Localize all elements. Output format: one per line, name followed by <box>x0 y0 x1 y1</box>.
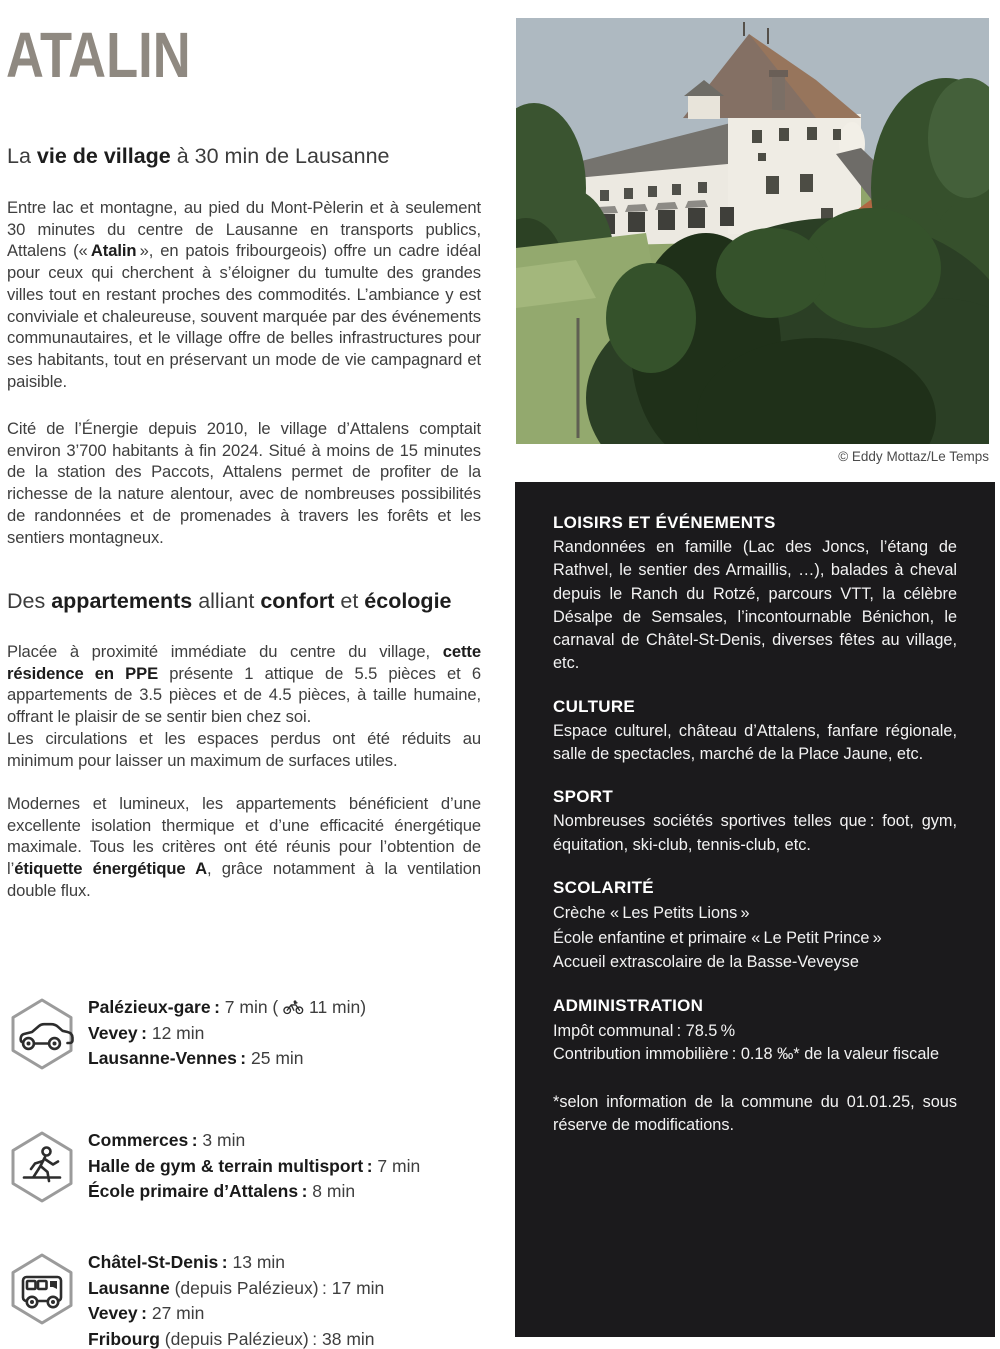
transport-line: Châtel-St-Denis : 13 min <box>88 1252 286 1272</box>
paragraph-intro: Entre lac et montagne, au pied du Mont-Pèlerin et à seulement 30 minutes du centre de Lausanne en transports publics, Attalens (« Atalin », en patois fribourgeois) offre un cadre idéal pour ceux qui cherchent à s’éloigner du tumulte des grandes villes tout en restant proches des commodités. L’ambiance y est conviviale et chaleureuse, souvent marquée par des événements communautaires, et le village offre de belles infrastructures pour ses habitants, tout en préservant un mode de vie campagnard et paisible. <box>7 198 481 391</box>
scolarite-line: Crèche « Les Petits Lions » <box>553 903 750 922</box>
transport-line: Palézieux-gare : 7 min ( 11 min) <box>88 997 367 1017</box>
scolarite-line: École enfantine et primaire « Le Petit Prince » <box>553 928 882 947</box>
bicycle-icon <box>283 997 304 1012</box>
box-section-sport <box>553 787 957 857</box>
transport-row-bus <box>10 1250 480 1349</box>
heading-apartments: Des appartements alliant confort et écologie <box>7 589 452 613</box>
transport-line: Vevey : 12 min <box>88 1022 205 1043</box>
transport-line: École primaire d’Attalens : 8 min <box>88 1181 356 1201</box>
transport-line: Lausanne (depuis Palézieux) : 17 min <box>88 1277 385 1298</box>
sport-heading: SPORT <box>553 787 614 807</box>
box-section-culture <box>553 697 957 767</box>
footnote: *selon information de la commune du 01.01.25, sous réserve de modifications. <box>553 1092 957 1134</box>
paragraph-residence: Placée à proximité immédiate du centre du village, cette résidence en PPE présente 1 attique de 5.5 pièces et 6 appartements de 3.5 pièces et de 4.5 pièces, à taille humaine, offrant le plaisir de se sentir bien chez soi. <box>7 642 481 727</box>
culture-heading: CULTURE <box>553 696 636 716</box>
transport-row-car <box>10 995 480 1072</box>
scolarite-line: Accueil extrascolaire de la Basse-Veveyse <box>553 953 859 972</box>
administration-line: Contribution immobilière : 0.18 ‰* de la valeur fiscale <box>553 1045 940 1064</box>
paragraph-cite-energie: Cité de l’Énergie depuis 2010, le village d’Attalens comptait environ 3’700 habitants à fin 2024. Situé à moins de 15 minutes de la station des Paccots, Attalens permet de profiter de la richesse de la nature alentour, avec de nombreuses possibilités de randonnées et de promenades à travers les forêts et les sentiers montagneux. <box>7 419 481 547</box>
transport-line: Vevey : 27 min <box>88 1303 205 1323</box>
page-title: ATALIN <box>6 19 191 91</box>
photo-credit: © Eddy Mottaz/Le Temps <box>838 449 989 464</box>
sport-body: Nombreuses sociétés sportives telles que : foot, gym, équitation, ski-club, tennis-club, etc. <box>553 812 957 854</box>
pedestrian-icon <box>10 1130 74 1204</box>
loisirs-body: Randonnées en famille (Lac des Joncs, l’étang de Rathvel, le sentier des Armaillis, …), balades à cheval depuis le Ranch du Rotzé, parcours VTT, la célèbre Désalpe de Semsales, l’incontournable Bénichon, le carnaval de Châtel-St-Denis, diverses fêtes au village, etc. <box>553 538 957 673</box>
bus-icon <box>10 1252 74 1326</box>
box-section-scolarite <box>553 878 957 975</box>
paragraph-circulations: Les circulations et les espaces perdus ont été réduits au minimum pour laisser un maximum de surfaces utiles. <box>7 729 481 770</box>
box-section-loisirs <box>553 513 957 676</box>
car-icon <box>10 997 74 1071</box>
chateau-photo <box>516 18 989 444</box>
loisirs-heading: LOISIRS ET ÉVÉNEMENTS <box>553 513 776 532</box>
heading-village-life: La vie de village à 30 min de Lausanne <box>7 144 390 168</box>
transport-line: Fribourg (depuis Palézieux) : 38 min <box>88 1328 375 1349</box>
chateau-photo-illustration <box>516 18 989 444</box>
culture-body: Espace culturel, château d’Attalens, fanfare régionale, salle de spectacles, marché de la Place Jaune, etc. <box>553 721 957 764</box>
info-box <box>515 482 995 1337</box>
box-section-administration <box>553 996 957 1137</box>
transport-line: Commerces : 3 min <box>88 1130 246 1150</box>
paragraph-energie: Modernes et lumineux, les appartements bénéficient d’une excellente isolation thermique et d’une efficacité énergétique maximale. Tous les critères ont été réunis pour l’obtention de l’étiquette énergétique A, grâce notamment à la ventilation double flux. <box>7 794 481 900</box>
scolarite-heading: SCOLARITÉ <box>553 877 654 897</box>
transport-row-pedestrian <box>10 1128 480 1205</box>
transport-line: Halle de gym & terrain multisport : 7 min <box>88 1155 421 1176</box>
administration-line: Impôt communal : 78.5 % <box>553 1021 736 1040</box>
transport-line: Lausanne-Vennes : 25 min <box>88 1048 304 1068</box>
administration-heading: ADMINISTRATION <box>553 995 704 1015</box>
